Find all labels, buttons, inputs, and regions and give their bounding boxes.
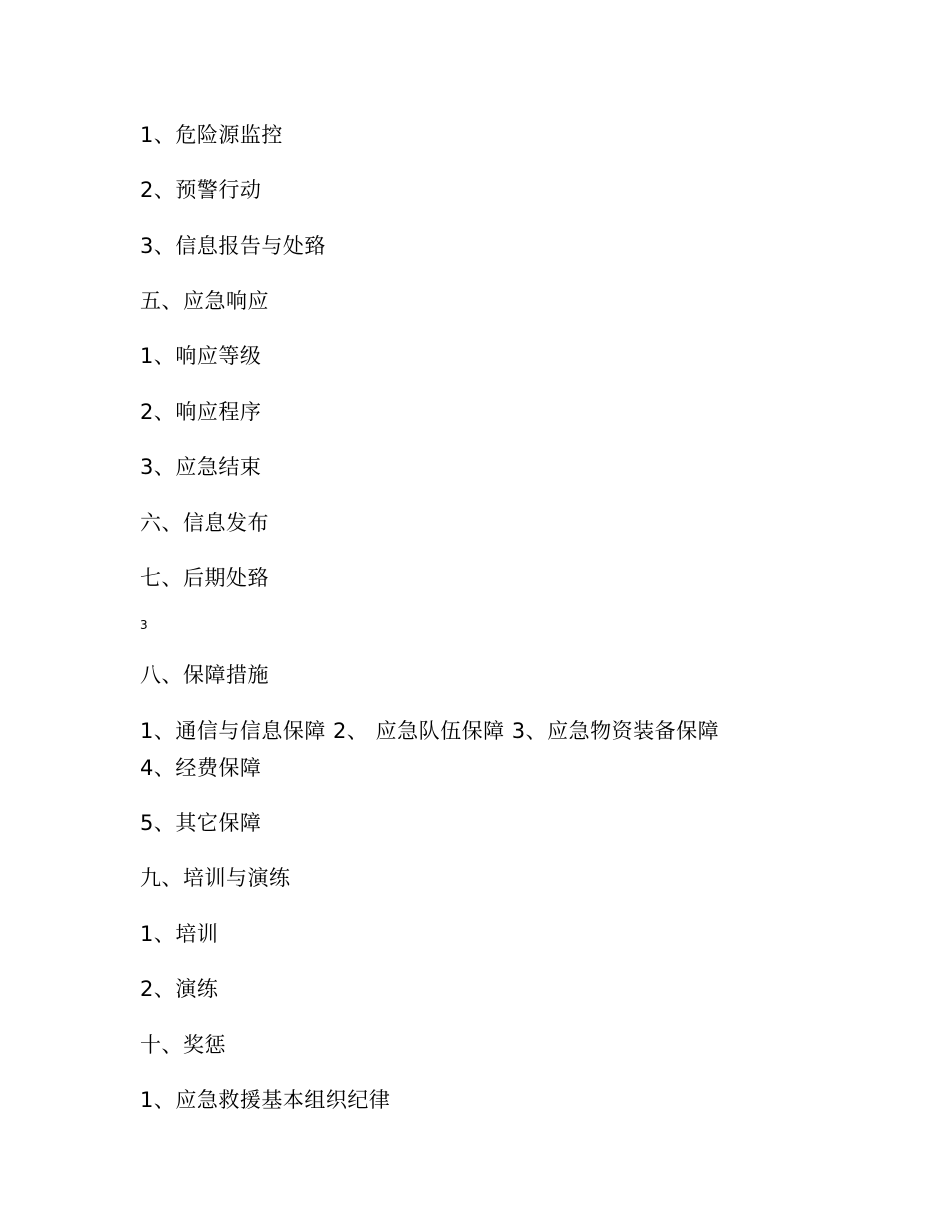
section-aftermath: 七、后期处臵 <box>140 566 269 590</box>
page-number: 3 <box>140 618 148 632</box>
item-training: 1、培训 <box>140 922 219 946</box>
section-training-drills: 九、培训与演练 <box>140 866 291 890</box>
item-funding: 4、经费保障 <box>140 756 262 780</box>
section-rewards-penalties: 十、奖惩 <box>140 1033 226 1057</box>
item-other-safeguards: 5、其它保障 <box>140 811 262 835</box>
item-discipline: 1、应急救援基本组织纪律 <box>140 1088 391 1112</box>
item-hazard-monitoring: 1、危险源监控 <box>140 123 283 147</box>
item-safeguards-combined: 1、通信与信息保障 2、 应急队伍保障 3、应急物资装备保障 <box>140 719 720 743</box>
section-safeguard-measures: 八、保障措施 <box>140 663 269 687</box>
item-drills: 2、演练 <box>140 977 219 1001</box>
section-info-release: 六、信息发布 <box>140 511 269 535</box>
item-emergency-end: 3、应急结束 <box>140 455 262 479</box>
item-early-warning: 2、预警行动 <box>140 178 262 202</box>
item-response-level: 1、响应等级 <box>140 344 262 368</box>
item-info-reporting: 3、信息报告与处臵 <box>140 234 326 258</box>
section-emergency-response: 五、应急响应 <box>140 289 269 313</box>
item-response-procedure: 2、响应程序 <box>140 400 262 424</box>
